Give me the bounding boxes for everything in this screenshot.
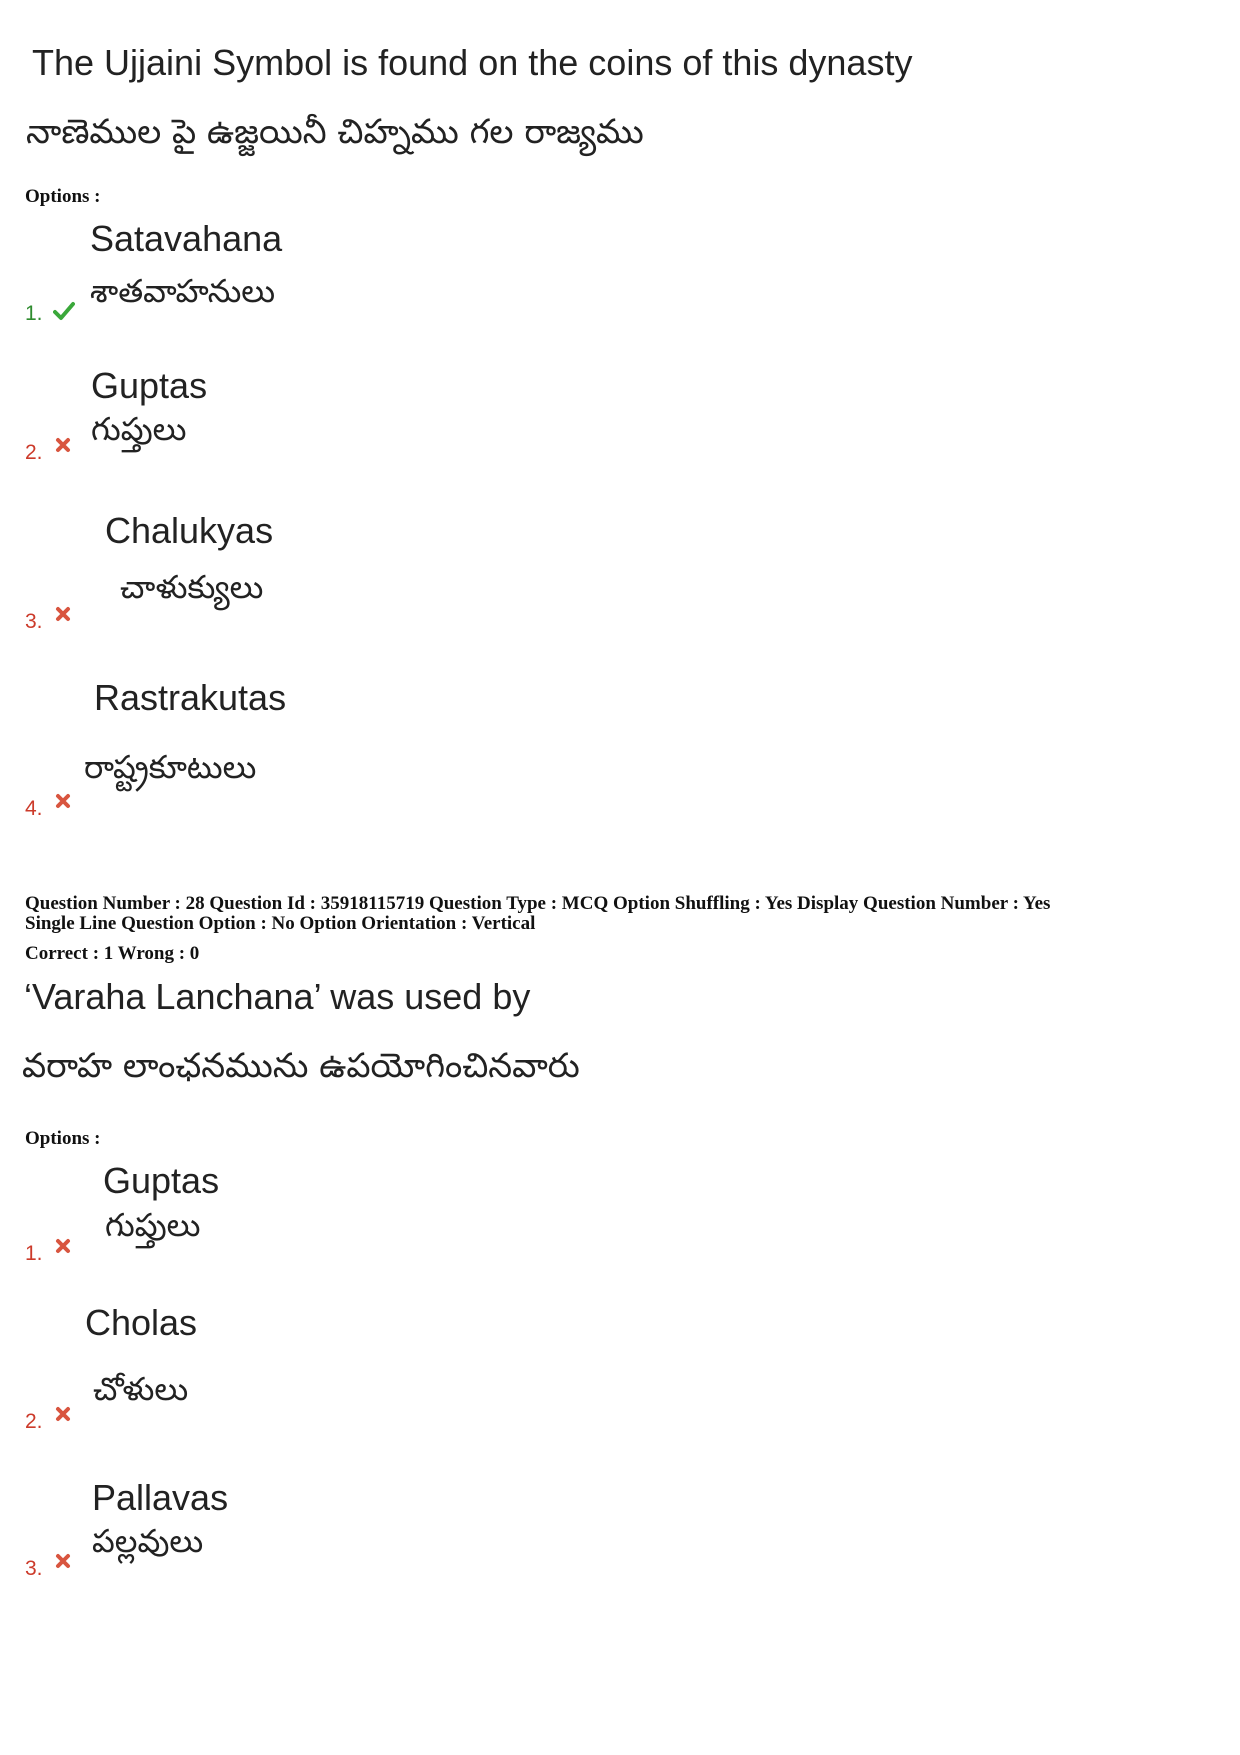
cross-icon bbox=[55, 437, 71, 453]
options-label: Options : bbox=[25, 1128, 101, 1149]
question-meta-line2: Single Line Question Option : No Option Orientation : Vertical bbox=[25, 913, 536, 934]
marks-line: Correct : 1 Wrong : 0 bbox=[25, 943, 200, 964]
option-text-te: గుప్తులు bbox=[105, 1206, 201, 1244]
options-label: Options : bbox=[25, 186, 101, 207]
option-number: 3. bbox=[25, 610, 43, 633]
option-number: 4. bbox=[25, 797, 43, 820]
option-text-te: రాష్ట్రకూటులు bbox=[84, 748, 257, 786]
option-text-te: శాతవాహనులు bbox=[90, 272, 276, 310]
check-icon bbox=[53, 300, 75, 322]
cross-icon bbox=[55, 606, 71, 622]
option-text-en: Chalukyas bbox=[105, 510, 274, 551]
option-text-en: Rastrakutas bbox=[94, 677, 287, 718]
option-text-en: Guptas bbox=[103, 1160, 220, 1201]
question-text-en: The Ujjaini Symbol is found on the coins of this dynasty bbox=[32, 42, 913, 83]
question-meta-line1: Question Number : 28 Question Id : 35918115719 Question Type : MCQ Option Shuffling : Yes Display Question Number : Yes bbox=[25, 893, 1051, 914]
option-text-en: Pallavas bbox=[92, 1477, 229, 1518]
option-text-en: Satavahana bbox=[90, 218, 283, 259]
cross-icon bbox=[55, 793, 71, 809]
cross-icon bbox=[55, 1238, 71, 1254]
option-text-te: చోళులు bbox=[93, 1370, 189, 1408]
cross-icon bbox=[55, 1406, 71, 1422]
option-text-te: పల్లవులు bbox=[92, 1522, 204, 1560]
question-text-en: ‘Varaha Lanchana’ was used by bbox=[24, 976, 531, 1017]
option-number: 1. bbox=[25, 1242, 43, 1265]
option-number: 1. bbox=[25, 302, 43, 325]
option-text-te: గుప్తులు bbox=[91, 410, 187, 448]
question-text-te: వరాహ లాంఛనమును ఉపయోగించినవారు bbox=[22, 1046, 580, 1086]
option-number: 3. bbox=[25, 1557, 43, 1580]
option-number: 2. bbox=[25, 1410, 43, 1433]
question-text-te: నాణెముల పై ఉజ్జయినీ చిహ్నము గల రాజ్యము bbox=[26, 112, 644, 152]
option-text-en: Cholas bbox=[85, 1302, 198, 1343]
option-text-en: Guptas bbox=[91, 365, 208, 406]
cross-icon bbox=[55, 1553, 71, 1569]
option-number: 2. bbox=[25, 441, 43, 464]
option-text-te: చాళుక్యులు bbox=[120, 568, 264, 606]
